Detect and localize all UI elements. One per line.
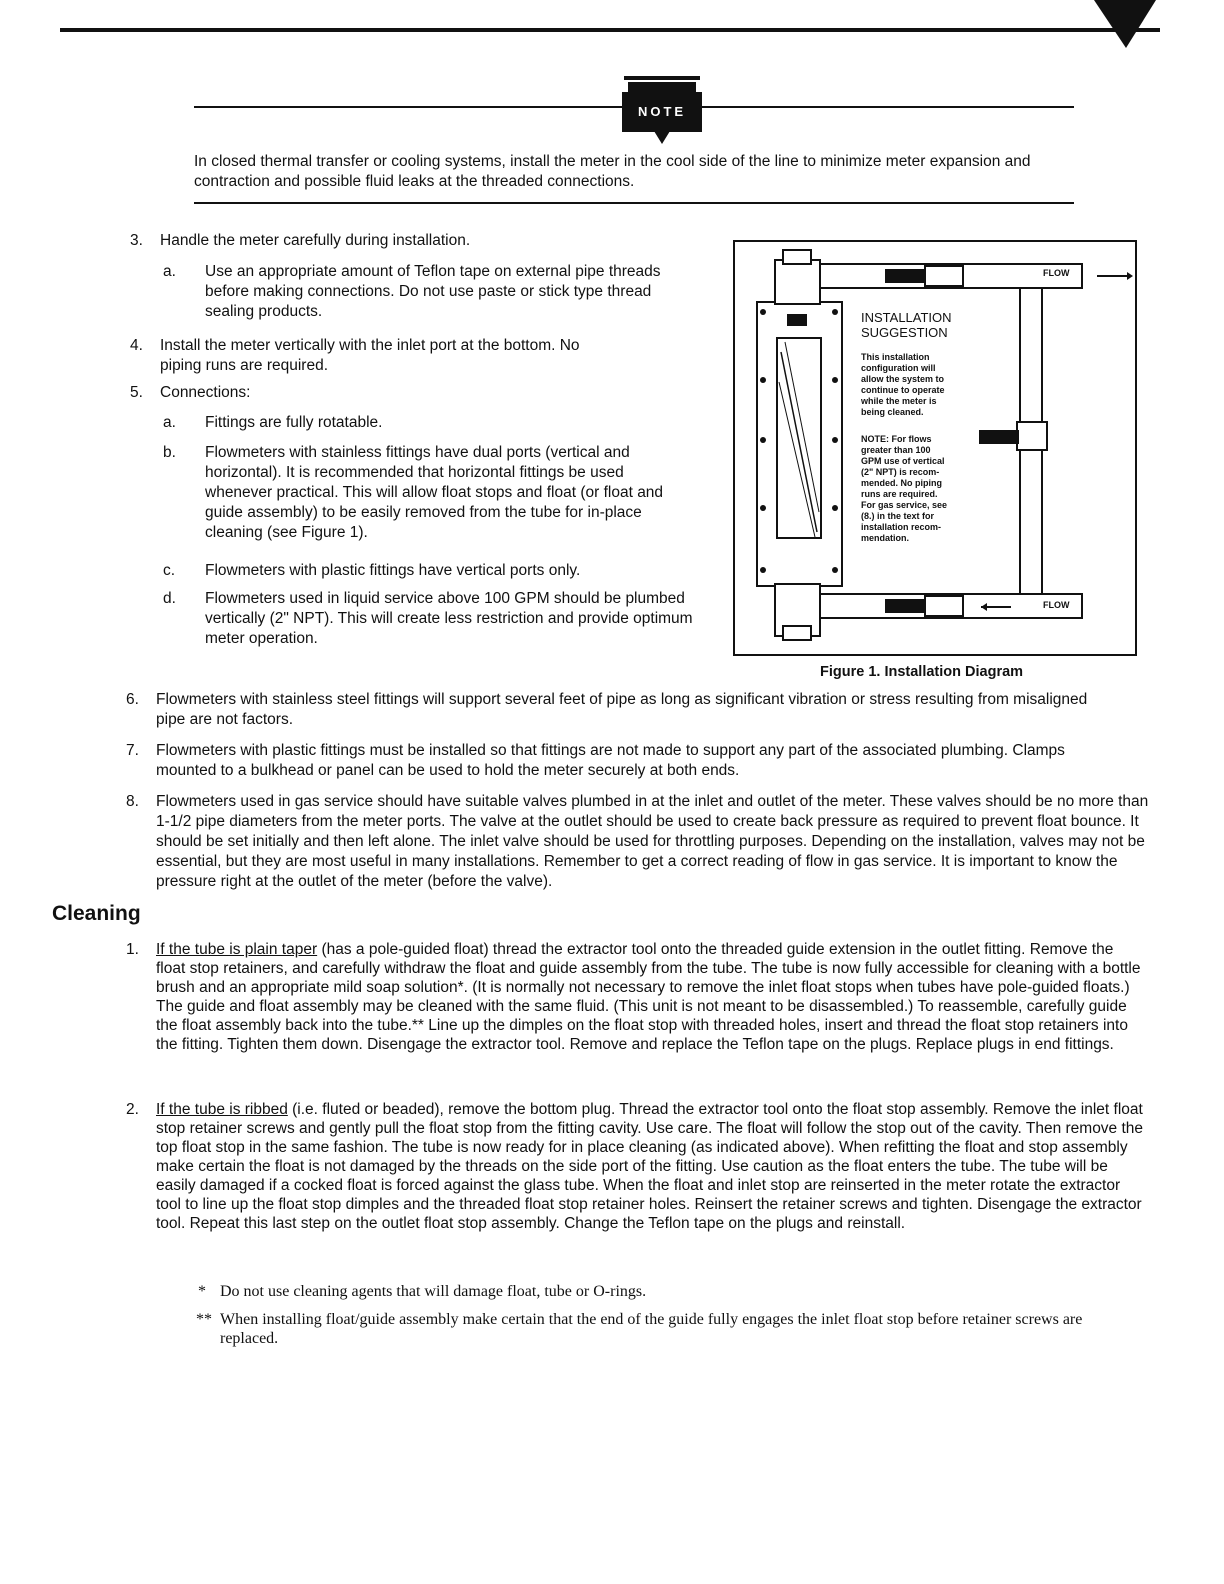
substep-label: a. xyxy=(163,414,176,431)
substep-label: b. xyxy=(163,444,176,461)
step-5 xyxy=(130,383,700,403)
step-text: Flowmeters with plastic fittings must be installed so that fittings are not made to support any part of the associated plumbing. Clamps mounted to a bulkhead or panel can be used to hold the meter securely at both ends. xyxy=(156,742,1065,779)
cleaning-lead: If the tube is ribbed xyxy=(156,1101,288,1118)
figure-caption: Figure 1. Installation Diagram xyxy=(820,664,1024,680)
note-text: In closed thermal transfer or cooling systems, install the meter in the cool side of the line to minimize meter expansion and contraction and possible fluid leaks at the threaded connections. xyxy=(194,153,1031,190)
step-text: Connections: xyxy=(160,384,251,401)
flow-label-top: FLOW xyxy=(1043,268,1070,278)
note-rule-right xyxy=(700,106,1074,108)
step-text: Handle the meter carefully during installation. xyxy=(160,232,471,249)
cleaning-heading: Cleaning xyxy=(52,902,141,925)
step-number: 7. xyxy=(126,742,139,759)
substep-label: a. xyxy=(163,263,176,280)
cleaning-item-2 xyxy=(126,1100,1146,1233)
figure-note-line: NOTE: For flows xyxy=(861,434,932,444)
step-number: 6. xyxy=(126,691,139,708)
figure-title xyxy=(861,310,952,340)
figure-body-line: configuration will xyxy=(861,363,936,373)
figure-note-line: greater than 100 xyxy=(861,445,931,455)
substep-text: Flowmeters used in liquid service above 100 GPM should be plumbed vertically (2" NPT). This will create less restriction and provide optimum meter operation. xyxy=(205,590,693,647)
figure-body-line: while the meter is xyxy=(861,396,937,406)
figure-note-line: GPM use of vertical xyxy=(861,456,945,466)
footnote-mark: ** xyxy=(196,1311,212,1328)
figure-note-line: (2" NPT) is recom- xyxy=(861,467,940,477)
step-3 xyxy=(130,231,700,251)
step-number: 8. xyxy=(126,793,139,810)
substep-text: Flowmeters with stainless fittings have dual ports (vertical and horizontal). It is recommended that horizontal fittings be used whenever practical. This will allow float stops and float (or float and guide assembly) to be easily removed from the tube for in-place cleaning (see Figure 1). xyxy=(205,444,664,541)
figure-note-line: mended. No piping xyxy=(861,478,942,488)
footnote-mark: * xyxy=(198,1283,206,1300)
footnote-text: Do not use cleaning agents that will damage float, tube or O-rings. xyxy=(220,1283,647,1300)
step-6 xyxy=(126,690,1116,730)
step-5c xyxy=(163,561,695,581)
step-text: Flowmeters with stainless steel fittings will support several feet of pipe as long as significant vibration or stress resulting from misaligned pipe are not factors. xyxy=(156,691,1088,728)
cleaning-lead: If the tube is plain taper xyxy=(156,941,318,958)
step-7 xyxy=(126,741,1116,781)
figure-note-line: runs are required. xyxy=(861,489,938,499)
step-number: 5. xyxy=(130,384,143,401)
figure-note-line: For gas service, see xyxy=(861,500,948,510)
figure-title-line: SUGGESTION xyxy=(861,325,948,340)
figure-body-line: allow the system to xyxy=(861,374,945,384)
cleaning-item-1 xyxy=(126,940,1146,1054)
substep-text: Fittings are fully rotatable. xyxy=(205,414,383,431)
footnote-2 xyxy=(196,1310,1120,1348)
note-badge: NOTE xyxy=(622,92,702,132)
step-number: 4. xyxy=(130,337,143,354)
figure-title-line: INSTALLATION xyxy=(861,310,952,325)
note-rule-left xyxy=(194,106,624,108)
figure-note-line: (8.) in the text for xyxy=(861,511,935,521)
figure-note-line: mendation. xyxy=(861,533,910,543)
step-5a xyxy=(163,413,685,433)
step-8 xyxy=(126,792,1156,892)
step-number: 3. xyxy=(130,232,143,249)
cleaning-number: 1. xyxy=(126,941,139,958)
corner-triangle-icon xyxy=(1090,0,1160,50)
substep-label: c. xyxy=(163,562,176,579)
figure-body-line: This installation xyxy=(861,352,930,362)
cleaning-number: 2. xyxy=(126,1101,139,1118)
note-pointer-icon xyxy=(654,131,670,145)
figure-note xyxy=(861,434,971,544)
step-5b xyxy=(163,443,695,543)
step-text: Install the meter vertically with the inlet port at the bottom. No piping runs are required. xyxy=(160,337,580,374)
header-rule xyxy=(60,28,1160,32)
substep-text: Flowmeters with plastic fittings have vertical ports only. xyxy=(205,562,581,579)
footnote-1 xyxy=(198,1282,1120,1301)
note-rule-bottom xyxy=(194,202,1074,204)
substep-text: Use an appropriate amount of Teflon tape on external pipe threads before making connections. Do not use paste or stick type thread sealing products. xyxy=(205,263,661,320)
figure-body xyxy=(861,352,971,418)
figure-body-line: continue to operate xyxy=(861,385,945,395)
step-5d xyxy=(163,589,695,649)
footnote-text: When installing float/guide assembly make certain that the end of the guide fully engages the inlet float stop before retainer screws are replaced. xyxy=(220,1311,1083,1347)
figure-note-line: installation recom- xyxy=(861,522,942,532)
substep-label: d. xyxy=(163,590,176,607)
flow-label-bottom: FLOW xyxy=(1043,600,1070,610)
cleaning-text: (i.e. fluted or beaded), remove the bottom plug. Thread the extractor tool onto the float stop assembly. Remove the inlet float stop retainer screws and gently pull the float stop from the fitting cavity. Use care. The float will follow the stop out of the cavity. Then remove the top float stop in the same fashion. The tube is now ready for in place cleaning (as indicated above). When refitting the float and stop assembly make certain the float is not damaged by the threads on the side port of the fitting. Use caution as the float enters the tube. The tube will be easily damaged if a cocked float is forced against the glass tube. When the float and inlet stop are reinserted in the meter rotate the extractor tool to line up the float stop dimples and the threaded float stop retainer holes. Reinsert the retainer screws and tighten. Disengage the extractor tool. Repeat this last step on the outlet float stop assembly. Change the Teflon tape on the plugs and reinstall. xyxy=(156,1101,1144,1232)
step-text: Flowmeters used in gas service should have suitable valves plumbed in at the inlet and outlet of the meter. These valves should be no more than 1-1/2 pipe diameters from the meter ports. The valve at the outlet should be used to create back pressure as required to prevent float bounce. It should be set initially and then left alone. The inlet valve should be used for throttling purposes. Depending on the installation, valves may not be essential, but they are most useful in many installations. Remember to get a correct reading of flow in gas service. It is important to know the pressure right at the outlet of the meter (before the valve). xyxy=(156,793,1149,890)
step-3a xyxy=(163,262,680,322)
step-4 xyxy=(130,336,610,376)
cleaning-text: (has a pole-guided float) thread the extractor tool onto the threaded guide extension in the outlet fitting. Remove the float stop retainers, and carefully withdraw the float and guide assembly from the tube. The tube is now fully accessible for cleaning with a bottle brush and an appropriate mild soap solution*. (It is normally not necessary to remove the inlet float stops when tubes have pole-guided floats.) The guide and float assembly may be cleaned with the same fluid. (This unit is not meant to be disassembled.) To reassemble, carefully guide the float assembly back into the tube.** Line up the dimples on the float stop with threaded holes, insert and thread the float stop retainers into the fitting. Tighten them down. Disengage the extractor tool. Remove and replace the Teflon tape on the plugs. Replace plugs in end fittings. xyxy=(156,941,1141,1053)
figure-body-line: being cleaned. xyxy=(861,407,924,417)
installation-diagram xyxy=(733,240,1137,656)
